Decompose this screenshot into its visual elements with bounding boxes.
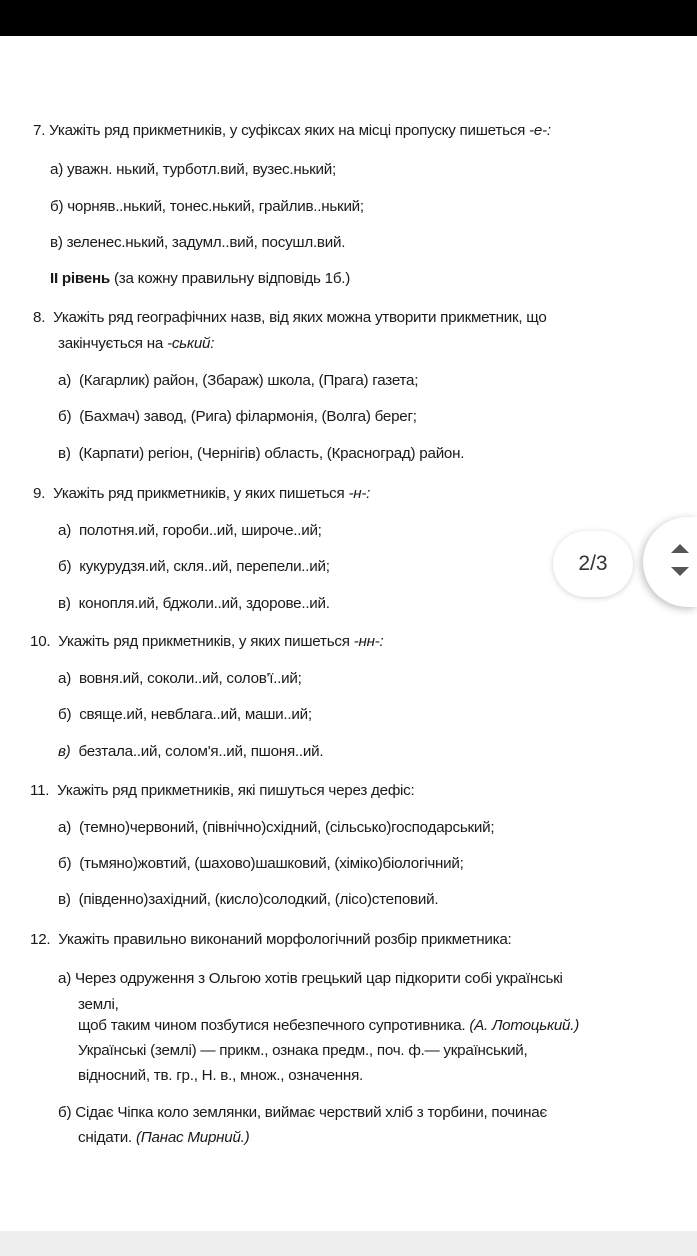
line-text: а) Через одруження з Ольгою хотів грецький цар підкорити собі українські [58, 970, 563, 987]
document-line [30, 781, 415, 801]
document-line [33, 308, 547, 328]
document-line [78, 1016, 579, 1036]
document-line [58, 969, 563, 989]
document-line [58, 669, 302, 689]
italic-text: -ський: [167, 335, 215, 352]
line-text: відносний, тв. гр., Н. в., множ., означення. [78, 1067, 364, 1084]
line-text: в) конопля.ий, бджоли..ий, здорове..ий. [58, 595, 330, 612]
line-text: в) (південно)західний, (кисло)солодкий, (лісо)степовий. [58, 891, 439, 908]
italic-text: -н-: [348, 485, 371, 502]
document-line [58, 854, 464, 874]
document-line [58, 742, 323, 762]
line-text: щоб таким чином позбутися небезпечного супротивника. [78, 1017, 470, 1034]
line-text: безтала..ий, солом'я..ий, пшоня..ий. [70, 743, 324, 760]
line-text: землі, [78, 996, 119, 1013]
document-line [58, 594, 330, 614]
bold-text: ІІ рівень [50, 270, 110, 287]
line-text: 8. Укажіть ряд географічних назв, від яких можна утворити прикметник, що [33, 309, 547, 326]
document-line [33, 121, 551, 141]
italic-text: (А. Лотоцький.) [469, 1017, 580, 1034]
top-bar [0, 0, 697, 36]
scroll-button[interactable] [643, 517, 697, 607]
page-indicator [553, 531, 633, 597]
line-text: 10. Укажіть ряд прикметників, у яких пишеться [30, 633, 354, 650]
italic-text: -нн-: [353, 633, 384, 650]
line-text: а) (Кагарлик) район, (Збараж) школа, (Прага) газета; [58, 372, 419, 389]
document-line [78, 1066, 363, 1086]
line-text: (за кожну правильну відповідь 1б.) [110, 270, 351, 287]
document-line [33, 484, 370, 504]
line-text: закінчується на [58, 335, 168, 352]
document-line [58, 444, 464, 464]
italic-text: -е-: [529, 122, 551, 139]
document-line [58, 818, 494, 838]
document-line [58, 371, 418, 391]
document-line [50, 269, 350, 289]
document-line [78, 1128, 249, 1148]
arrow-up-icon [671, 544, 689, 553]
document-line [58, 521, 322, 541]
document-line [58, 557, 330, 577]
document-line [58, 407, 417, 427]
line-text: 9. Укажіть ряд прикметників, у яких пишеться [33, 485, 349, 502]
line-text: б) кукурудзя.ий, скля..ий, перепели..ий; [58, 558, 330, 575]
document-line [30, 930, 512, 950]
line-text: б) (Бахмач) завод, (Рига) філармонія, (Волга) берег; [58, 408, 417, 425]
document-line [58, 705, 312, 725]
line-text: а) полотня.ий, гороби..ий, широче..ий; [58, 522, 322, 539]
line-text: б) свяще.ий, невблага..ий, маши..ий; [58, 706, 312, 723]
line-text: а) (темно)червоний, (північно)східний, (сільсько)господарський; [58, 819, 495, 836]
line-text: снідати. [78, 1129, 136, 1146]
italic-text: в) [58, 743, 71, 760]
line-text: а) уважн. нький, турботл.вий, вузес.нький; [50, 161, 336, 178]
line-text: а) вовня.ий, соколи..ий, солов'ї..ий; [58, 670, 302, 687]
line-text: Українські (землі) — прикм., ознака предм., поч. ф.— український, [78, 1042, 528, 1059]
line-text: б) (тьмяно)жовтий, (шахово)шашковий, (хіміко)біологічний; [58, 855, 464, 872]
document-line [78, 995, 119, 1015]
page-indicator-text: 2/3 [578, 552, 608, 575]
line-text: в) зеленес.нький, задумл..вий, посушл.вий. [50, 234, 346, 251]
document-line [78, 1041, 528, 1061]
arrow-down-icon [671, 567, 689, 576]
line-text: 7. Укажіть ряд прикметників, у суфіксах яких на місці пропуску пишеться [33, 122, 530, 139]
document-line [58, 890, 438, 910]
italic-text: (Панас Мирний.) [135, 1129, 250, 1146]
bottom-bar [0, 1231, 697, 1256]
line-text: 11. Укажіть ряд прикметників, які пишуться через дефіс: [30, 782, 415, 799]
document-line [58, 334, 214, 354]
document-line [50, 160, 336, 180]
document-line [30, 632, 383, 652]
line-text: б) чорняв..нький, тонес.нький, грайлив..нький; [50, 198, 364, 215]
line-text: в) (Карпати) регіон, (Чернігів) область, (Красноград) район. [58, 445, 465, 462]
document-line [50, 233, 345, 253]
line-text: 12. Укажіть правильно виконаний морфологічний розбір прикметника: [30, 931, 512, 948]
document-line [58, 1103, 547, 1123]
line-text: б) Сідає Чіпка коло землянки, виймає черствий хліб з торбини, починає [58, 1104, 547, 1121]
document-line [50, 197, 364, 217]
